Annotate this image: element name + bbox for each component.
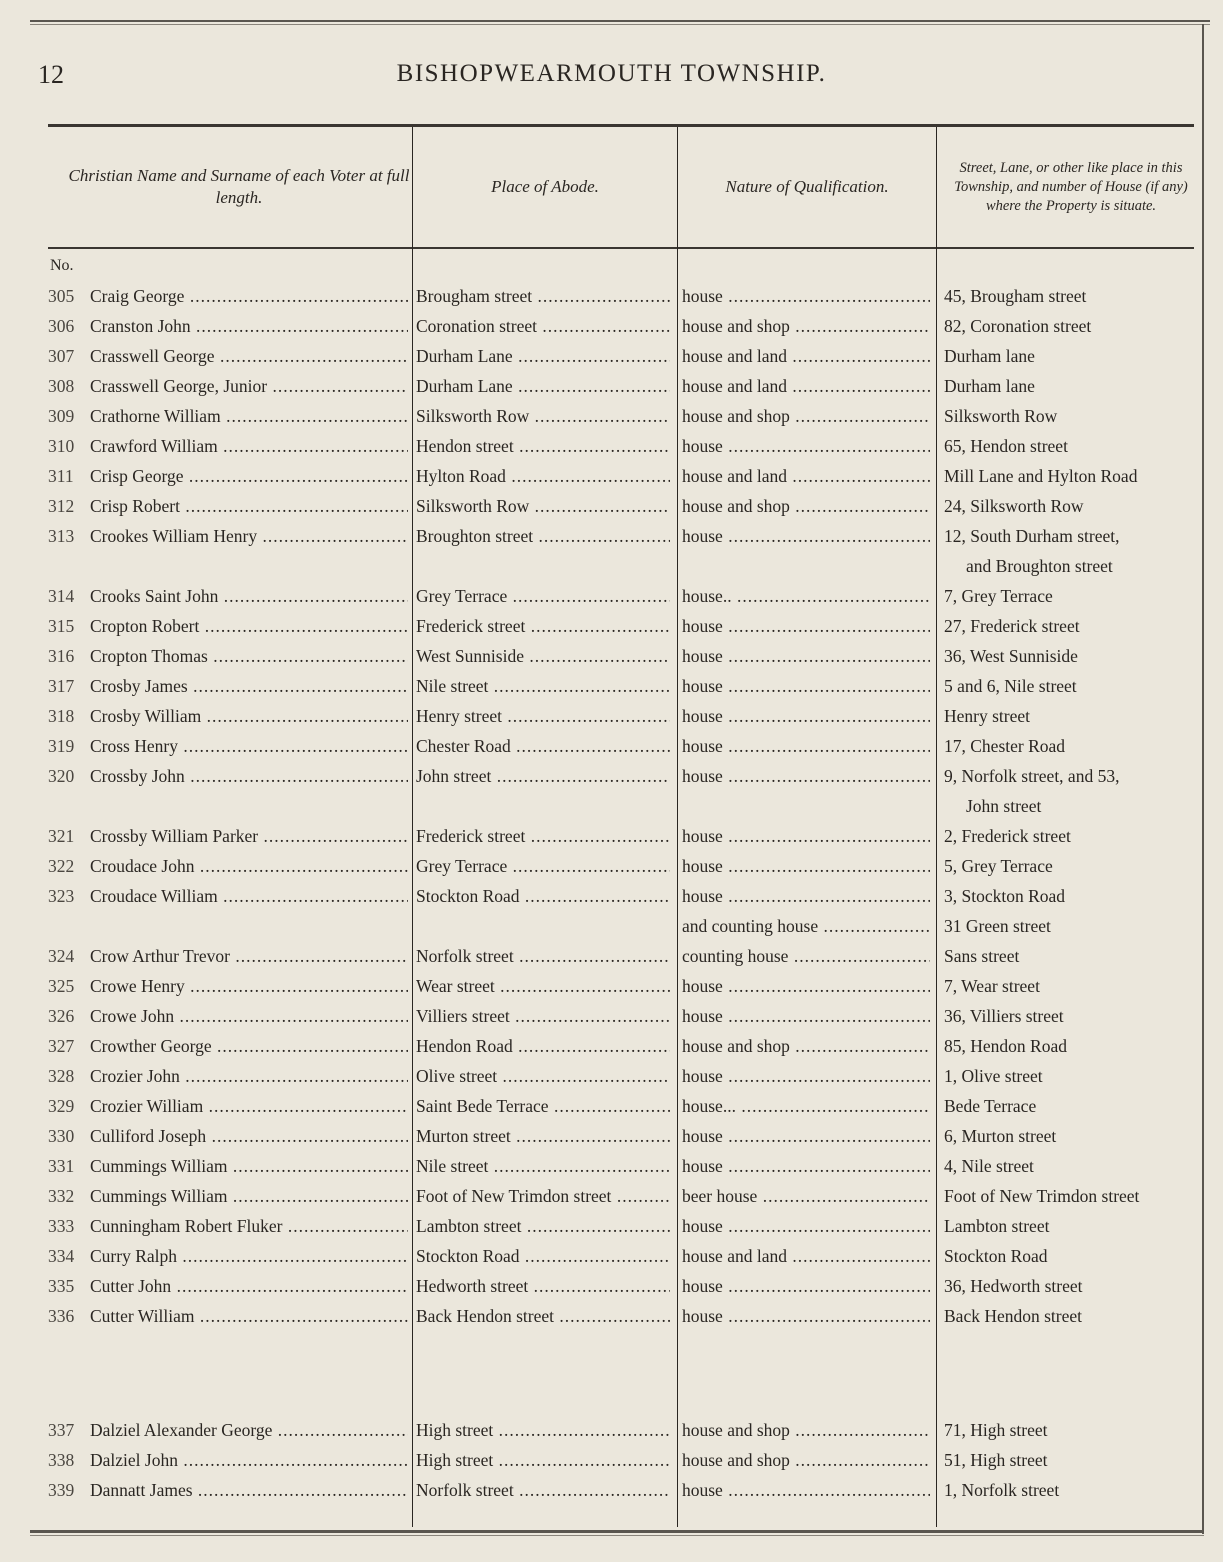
voter-name: Crosby James ..... [90,676,408,697]
property-location: 1, Olive street [944,1066,1043,1086]
voter-number: 322 [48,856,75,876]
property-location: 5, Grey Terrace [944,856,1053,876]
qualification: house ..... [682,1216,930,1237]
voter-name: Cunningham Robert Fluker ..... [90,1216,408,1237]
place-of-abode: High street ..... [416,1420,670,1441]
voter-number: 311 [48,466,74,486]
property-location: 3, Stockton Road [944,886,1066,906]
voter-name: Crasswell George, Junior ..... [90,376,408,397]
voter-name: Crossby William Parker ..... [90,826,408,847]
voter-name: Cropton Robert ..... [90,616,408,637]
voter-number: 325 [48,976,75,996]
property-location: 36, Hedworth street [944,1276,1083,1296]
qualification: house ..... [682,1066,930,1087]
voter-number: 308 [48,376,75,396]
place-of-abode: Villiers street ..... [416,1006,670,1027]
qualification: house and land ..... [682,1246,930,1267]
qualification: house ..... [682,676,930,697]
voter-name: Crowe John ..... [90,1006,408,1027]
property-location: 51, High street [944,1450,1048,1470]
voter-number: 319 [48,736,75,756]
voter-name: Crasswell George ..... [90,346,408,367]
voter-number: 307 [48,346,75,366]
page-border-bottom [30,1530,1204,1533]
place-of-abode: Broughton street ..... [416,526,670,547]
qualification: house ..... [682,286,930,307]
voter-number: 318 [48,706,75,726]
qualification: house and shop ..... [682,1450,930,1471]
voter-number: 332 [48,1186,75,1206]
voter-number: 330 [48,1126,75,1146]
voter-number: 335 [48,1276,75,1296]
place-of-abode: Lambton street ..... [416,1216,670,1237]
place-of-abode: Olive street ..... [416,1066,670,1087]
voter-name: Cranston John ..... [90,316,408,337]
voter-number: 320 [48,766,75,786]
place-of-abode: Hylton Road ..... [416,466,670,487]
qualification: house ..... [682,1276,930,1297]
voter-number: 326 [48,1006,75,1026]
place-of-abode: Durham Lane ..... [416,376,670,397]
property-location: 17, Chester Road [944,736,1066,756]
voter-name: Cutter John ..... [90,1276,408,1297]
qualification: house ..... [682,736,930,757]
property-location: 65, Hendon street [944,436,1068,456]
voter-number: 310 [48,436,75,456]
place-of-abode: Frederick street ..... [416,616,670,637]
voter-name: Croudace John ..... [90,856,408,877]
qualification: house ..... [682,1126,930,1147]
property-location: Durham lane [944,376,1035,396]
property-location: 6, Murton street [944,1126,1057,1146]
voter-number: 336 [48,1306,75,1326]
voter-number: 331 [48,1156,75,1176]
voter-number: 327 [48,1036,75,1056]
qualification: house ..... [682,766,930,787]
voter-number: 312 [48,496,75,516]
column-divider [412,127,413,1527]
place-of-abode: Coronation street ..... [416,316,670,337]
qualification: house ..... [682,646,930,667]
voter-number: 321 [48,826,75,846]
voter-name: Crisp George ..... [90,466,408,487]
property-location: Sans street [944,946,1020,966]
property-location: 1, Norfolk street [944,1480,1060,1500]
voter-name: Crooks Saint John ..... [90,586,408,607]
qualification: house and shop ..... [682,316,930,337]
voter-name: Cutter William ..... [90,1306,408,1327]
qualification: beer house ..... [682,1186,930,1207]
voter-name: Crisp Robert ..... [90,496,408,517]
place-of-abode: Hendon Road ..... [416,1036,670,1057]
property-location: Mill Lane and Hylton Road [944,466,1138,486]
voter-number: 329 [48,1096,75,1116]
property-location: 45, Brougham street [944,286,1087,306]
voter-name: Curry Ralph ..... [90,1246,408,1267]
place-of-abode: Saint Bede Terrace ..... [416,1096,670,1117]
voter-name: Crathorne William ..... [90,406,408,427]
voter-name: Cummings William ..... [90,1156,408,1177]
place-of-abode: Back Hendon street ..... [416,1306,670,1327]
voter-number: 339 [48,1480,75,1500]
qualification: house and shop ..... [682,1420,930,1441]
qualification: counting house ..... [682,946,930,967]
column-header-abode: Place of Abode. [491,177,599,196]
property-location: 9, Norfolk street, and 53, [944,766,1120,786]
voter-name: Crosby William ..... [90,706,408,727]
place-of-abode: Brougham street ..... [416,286,670,307]
qualification: house ..... [682,1306,930,1327]
qualification: house.. ..... [682,586,930,607]
voter-name: Craig George ..... [90,286,408,307]
page-number: 12 [38,60,64,89]
property-location: 36, Villiers street [944,1006,1064,1026]
voter-number: 333 [48,1216,75,1236]
property-location: Back Hendon street [944,1306,1083,1326]
qualification: house ..... [682,436,930,457]
voter-number: 305 [48,286,75,306]
property-location: 12, South Durham street, [944,526,1120,546]
voter-number: 324 [48,946,75,966]
place-of-abode: West Sunniside ..... [416,646,670,667]
place-of-abode: Norfolk street ..... [416,1480,670,1501]
voter-name: Crow Arthur Trevor ..... [90,946,408,967]
voter-number: 314 [48,586,75,606]
place-of-abode: Frederick street ..... [416,826,670,847]
place-of-abode: Nile street ..... [416,676,670,697]
qualification: house ..... [682,526,930,547]
property-location: Lambton street [944,1216,1050,1236]
property-location-continued: 31 Green street [944,916,1051,936]
page-border-top [30,20,1210,22]
voter-name: Cropton Thomas ..... [90,646,408,667]
number-column-label: No. [50,257,74,274]
qualification: house and land ..... [682,466,930,487]
property-location: Henry street [944,706,1031,726]
property-location: 82, Coronation street [944,316,1092,336]
place-of-abode: Durham Lane ..... [416,346,670,367]
column-divider [677,127,678,1527]
place-of-abode: Hendon street ..... [416,436,670,457]
qualification: house and land ..... [682,346,930,367]
qualification: house and shop ..... [682,1036,930,1057]
property-location: 4, Nile street [944,1156,1034,1176]
property-location: 71, High street [944,1420,1048,1440]
qualification: house ..... [682,856,930,877]
place-of-abode: Stockton Road ..... [416,1246,670,1267]
property-location: 27, Frederick street [944,616,1080,636]
voter-name: Dannatt James ..... [90,1480,408,1501]
property-location: Durham lane [944,346,1035,366]
property-location: 85, Hendon Road [944,1036,1067,1056]
place-of-abode: Stockton Road ..... [416,886,670,907]
place-of-abode: Norfolk street ..... [416,946,670,967]
property-location: Foot of New Trimdon street [944,1186,1140,1206]
voter-name: Crawford William ..... [90,436,408,457]
qualification: house ..... [682,826,930,847]
voter-number: 306 [48,316,75,336]
qualification: house ..... [682,616,930,637]
place-of-abode: Foot of New Trimdon street ..... [416,1186,670,1207]
property-location: 2, Frederick street [944,826,1071,846]
qualification: house and land ..... [682,376,930,397]
property-location: Stockton Road [944,1246,1048,1266]
voter-name: Crookes William Henry ..... [90,526,408,547]
qualification: house ..... [682,1156,930,1177]
property-location-continued: John street [966,796,1042,816]
voter-number: 309 [48,406,75,426]
voter-number: 323 [48,886,75,906]
voter-number: 313 [48,526,75,546]
property-location: Silksworth Row [944,406,1058,426]
voter-number: 328 [48,1066,75,1086]
voter-name: Dalziel John ..... [90,1450,408,1471]
place-of-abode: Silksworth Row ..... [416,406,670,427]
column-header-name: Christian Name and Surname of each Voter at full length. [68,166,410,207]
place-of-abode: Wear street ..... [416,976,670,997]
qualification: house ..... [682,1480,930,1501]
property-location: 5 and 6, Nile street [944,676,1077,696]
column-header-qualification: Nature of Qualification. [725,177,889,196]
qualification: house ..... [682,706,930,727]
qualification: house ..... [682,886,930,907]
qualification: house ..... [682,976,930,997]
voter-name: Dalziel Alexander George ..... [90,1420,408,1441]
place-of-abode: Grey Terrace ..... [416,586,670,607]
qualification: house and shop ..... [682,406,930,427]
column-divider [936,127,937,1527]
voter-number: 334 [48,1246,75,1266]
page-title: BISHOPWEARMOUTH TOWNSHIP. [396,60,827,87]
property-location: 36, West Sunniside [944,646,1078,666]
voter-number: 317 [48,676,75,696]
voter-name: Croudace William ..... [90,886,408,907]
place-of-abode: Murton street ..... [416,1126,670,1147]
qualification-continued: and counting house ..... [682,916,930,937]
voter-number: 315 [48,616,75,636]
property-location-continued: and Broughton street [966,556,1113,576]
property-location: 24, Silksworth Row [944,496,1084,516]
voter-number: 337 [48,1420,75,1440]
place-of-abode: Silksworth Row ..... [416,496,670,517]
voter-name: Cummings William ..... [90,1186,408,1207]
voter-name: Culliford Joseph ..... [90,1126,408,1147]
place-of-abode: Nile street ..... [416,1156,670,1177]
place-of-abode: Henry street ..... [416,706,670,727]
property-location: 7, Wear street [944,976,1040,996]
column-header-property: Street, Lane, or other like place in this Township, and number of House (if any) where the Property is situate. [954,159,1188,214]
place-of-abode: John street ..... [416,766,670,787]
table-top-rule [48,124,1194,127]
table-header-rule [48,247,1194,249]
page-border-top-inner [30,24,1210,25]
qualification: house... ..... [682,1096,930,1117]
voter-name: Crossby John ..... [90,766,408,787]
voter-name: Crowe Henry ..... [90,976,408,997]
property-location: Bede Terrace [944,1096,1037,1116]
voter-number: 338 [48,1450,75,1470]
qualification: house and shop ..... [682,496,930,517]
voter-number: 316 [48,646,75,666]
voter-name: Cross Henry ..... [90,736,408,757]
qualification: house ..... [682,1006,930,1027]
place-of-abode: Hedworth street ..... [416,1276,670,1297]
place-of-abode: High street ..... [416,1450,670,1471]
place-of-abode: Chester Road ..... [416,736,670,757]
voter-name: Crozier William ..... [90,1096,408,1117]
place-of-abode: Grey Terrace ..... [416,856,670,877]
property-location: 7, Grey Terrace [944,586,1053,606]
page-border-bottom-inner [30,1535,1204,1536]
page-border-right [1202,24,1204,1534]
voter-name: Crowther George ..... [90,1036,408,1057]
voter-name: Crozier John ..... [90,1066,408,1087]
